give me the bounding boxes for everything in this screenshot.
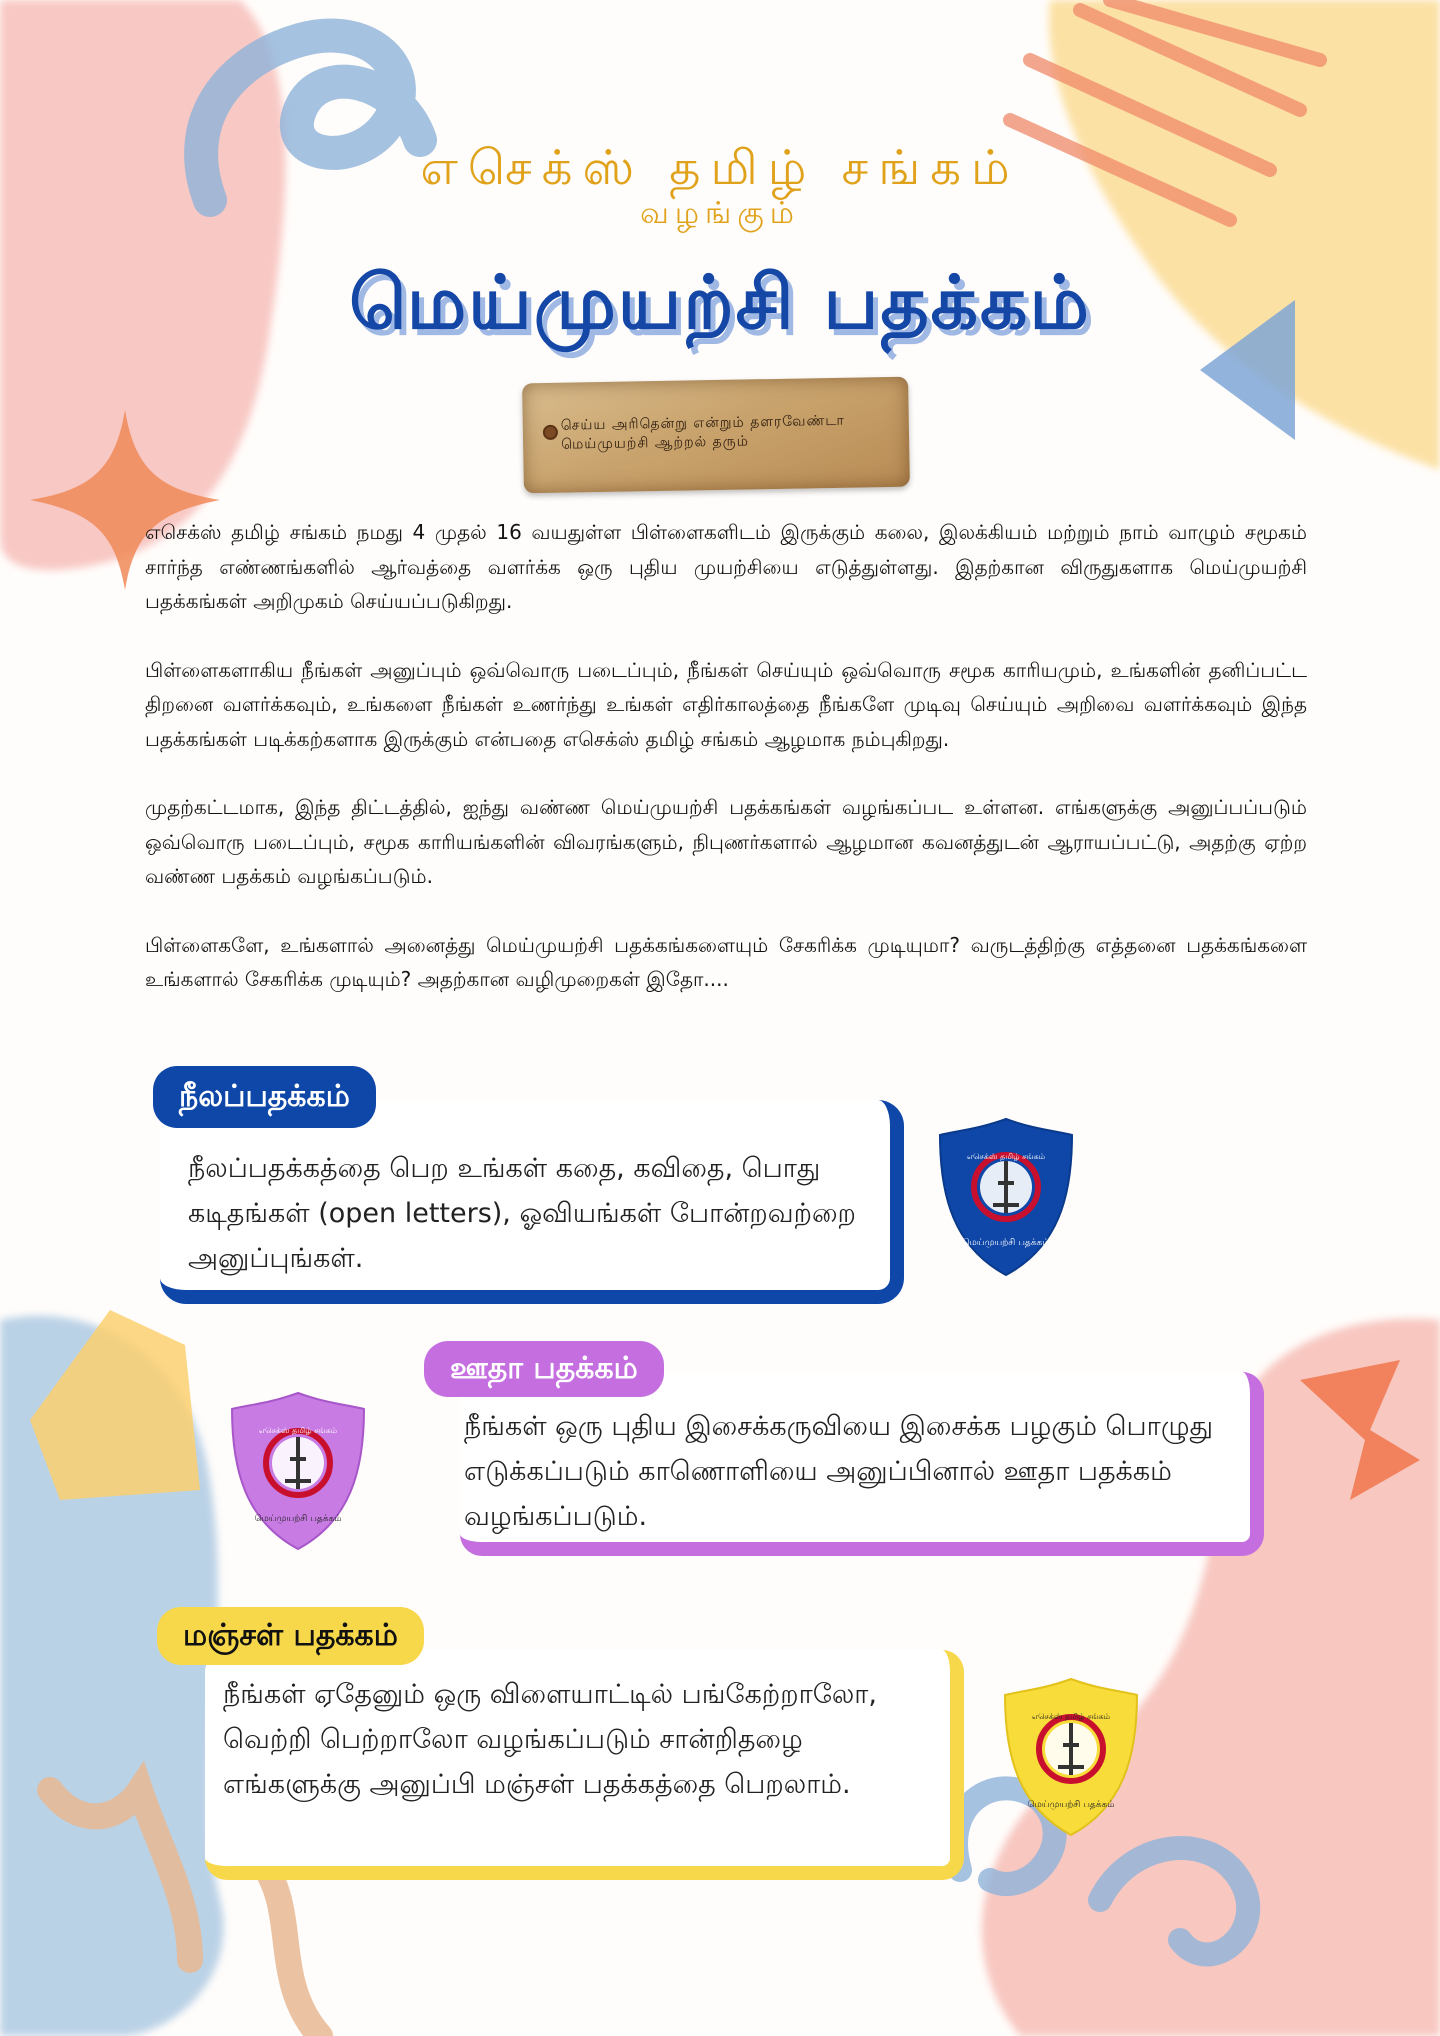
- badge-caption: மெய்முயற்சி பதக்கம்: [1027, 1800, 1115, 1810]
- bullet-icon: [543, 425, 558, 440]
- quote-line-1: செய்ய அரிதென்று என்றும் தளரவேண்டா: [560, 412, 845, 434]
- organization-name: எசெக்ஸ் தமிழ் சங்கம்: [420, 140, 1020, 196]
- yellow-medal-description: நீங்கள் ஏதேனும் ஒரு விளையாட்டில் பங்கேற்றாலோ, வெற்றி பெற்றாலோ வழங்கப்படும் சான்றிதழை எங்களுக்கு அனுப்பி மஞ்சள் பதக்கத்தை பெறலாம்.: [223, 1679, 877, 1800]
- quote-text: [561, 411, 902, 455]
- purple-medal-badge: [230, 1391, 366, 1551]
- yellow-medal-label: மஞ்சள் பதக்கம்: [157, 1607, 424, 1665]
- intro-paragraph-1: எசெக்ஸ் தமிழ் சங்கம் நமது 4 முதல் 16 வயதுள்ள பிள்ளைகளிடம் இருக்கும் கலை, இலக்கியம் மற்றும் நாம் வாழும் சமூகம் சார்ந்த எண்ணங்களில் ஆர்வத்தை வளர்க்க ஒரு புதிய முயற்சியை எடுத்துள்ளது. இதற்கான விருதுகளாக மெய்முயற்சி பதக்கங்கள் அறிமுகம் செய்யப்படுகிறது.: [145, 520, 1307, 613]
- blue-medal-label: நீலப்பதக்கம்: [153, 1066, 376, 1128]
- quote-line-2: மெய்முயற்சி ஆற்றல் தரும்: [561, 433, 750, 453]
- purple-medal-description: நீங்கள் ஒரு புதிய இசைக்கருவியை இசைக்க பழகும் பொழுது எடுக்கப்படும் காணொளியை அனுப்பினால் ஊதா பதக்கம் வழங்கப்படும்.: [464, 1411, 1213, 1532]
- page-header: [0, 140, 1440, 348]
- badge-caption: மெய்முயற்சி பதக்கம்: [254, 1514, 342, 1524]
- purple-medal-label: ஊதா பதக்கம்: [424, 1341, 664, 1397]
- blue-medal-description: நீலப்பதக்கத்தை பெற உங்கள் கதை, கவிதை, பொது கடிதங்கள் (open letters), ஓவியங்கள் போன்றவற்றை அனுப்புங்கள்.: [188, 1153, 856, 1274]
- yellow-medal-card: [205, 1650, 964, 1880]
- purple-medal-card: [460, 1372, 1264, 1556]
- blue-medal-card: [160, 1100, 904, 1304]
- yellow-medal-badge: [1003, 1677, 1139, 1837]
- badge-org-text: எசெக்ஸ் தமிழ் சங்கம்: [258, 1426, 338, 1435]
- blue-medal-badge: [938, 1117, 1074, 1277]
- quote-scroll: [522, 377, 910, 494]
- badge-org-text: எசெக்ஸ் தமிழ் சங்கம்: [966, 1152, 1046, 1161]
- page-title: மெய்முயற்சி பதக்கம்: [349, 260, 1091, 346]
- badge-caption: மெய்முயற்சி பதக்கம்: [962, 1238, 1050, 1248]
- intro-paragraph-4: பிள்ளைகளே, உங்களால் அனைத்து மெய்முயற்சி பதக்கங்களையும் சேகரிக்க முடியுமா? வருடத்திற்கு எத்தனை பதக்கங்களை உங்களால் சேகரிக்க முடியும்? அதற்கான வழிமுறைகள் இதோ....: [145, 932, 1307, 991]
- badge-org-text: எசெக்ஸ் தமிழ் சங்கம்: [1031, 1712, 1111, 1721]
- intro-section: [145, 515, 1307, 1031]
- intro-paragraph-3: முதற்கட்டமாக, இந்த திட்டத்தில், ஐந்து வண்ண மெய்முயற்சி பதக்கங்கள் வழங்கப்பட உள்ளன. எங்களுக்கு அனுப்பப்படும் ஒவ்வொரு படைப்பும், சமூக காரியங்களின் விவரங்களும், நிபுணர்களால் ஆழமான கவனத்துடன் ஆராயப்பட்டு, அதற்கு ஏற்ற வண்ண பதக்கம் வழங்கப்படும்.: [145, 795, 1307, 888]
- presents-subtitle: வழங்கும்: [640, 196, 800, 231]
- intro-paragraph-2: பிள்ளைகளாகிய நீங்கள் அனுப்பும் ஒவ்வொரு படைப்பும், நீங்கள் செய்யும் ஒவ்வொரு சமூக காரியமும், உங்களின் தனிப்பட்ட திறனை வளர்க்கவும், உங்களை நீங்கள் உணர்ந்து உங்கள் எதிர்காலத்தை நீங்களே முடிவு செய்யும் அறிவை வளர்க்கவும் இந்த பதக்கங்கள் படிக்கற்களாக இருக்கும் என்பதை எசெக்ஸ் தமிழ் சங்கம் ஆழமாக நம்புகிறது.: [145, 657, 1307, 751]
